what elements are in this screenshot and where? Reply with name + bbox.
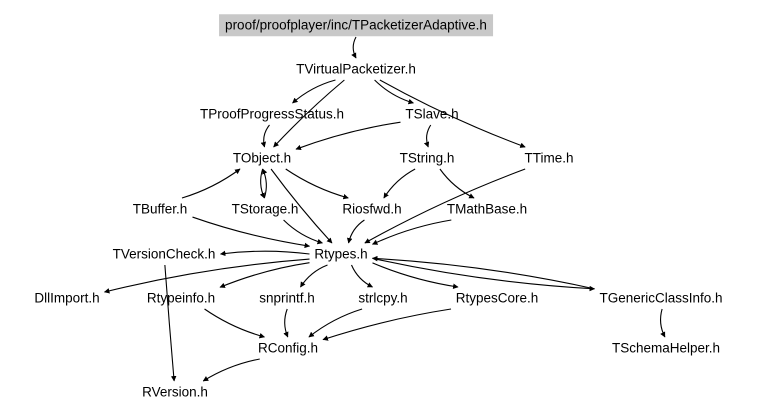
graph-node-label: TProofProgressStatus.h	[199, 106, 345, 122]
graph-node-tversioncheck[interactable]	[109, 244, 220, 264]
graph-node-tstorage[interactable]	[228, 199, 303, 219]
graph-node-label: TMathBase.h	[446, 201, 528, 217]
graph-node-label: proof/proofplayer/inc/TPacketizerAdaptive.h	[225, 17, 487, 33]
graph-edge-tstring-to-tmathbase	[440, 169, 474, 198]
graph-edge-rtypescore-to-rconfig	[323, 309, 451, 340]
graph-edge-rconfig-to-rversion	[203, 359, 260, 381]
graph-node-rversion[interactable]	[138, 382, 212, 402]
graph-edge-rtypes-to-rtypeinfo	[220, 263, 310, 288]
graph-node-dllimport[interactable]	[30, 288, 103, 308]
graph-edge-tgenericclass-to-rtypes	[373, 258, 595, 289]
graph-node-label: TSchemaHelper.h	[611, 340, 721, 356]
graph-node-tproofprogress[interactable]	[196, 104, 348, 124]
graph-node-label: TObject.h	[232, 150, 292, 166]
graph-node-rtypescore[interactable]	[452, 288, 543, 308]
graph-node-label: snprintf.h	[259, 290, 315, 306]
graph-edge-tbuffer-to-rtypes	[193, 217, 310, 246]
graph-node-tgenericclass[interactable]	[595, 288, 726, 308]
graph-edge-rtypes-to-rtypescore	[373, 263, 459, 287]
graph-edge-rtypes-to-tversioncheck	[221, 251, 310, 254]
graph-node-label: RtypesCore.h	[455, 290, 539, 306]
graph-node-label: RVersion.h	[142, 384, 208, 400]
graph-edge-snprintf-to-rconfig	[285, 309, 288, 337]
graph-edge-tslave-to-tstring	[427, 125, 431, 147]
graph-edge-tproofprogress-to-tobject	[264, 125, 270, 147]
graph-node-tmathbase[interactable]	[443, 199, 531, 219]
graph-node-rtypeinfo[interactable]	[143, 288, 219, 308]
graph-edge-rtypes-to-snprintf	[301, 265, 328, 287]
graph-edge-riosfwd-to-rtypes	[349, 220, 365, 243]
graph-node-label: TGenericClassInfo.h	[599, 290, 723, 306]
graph-node-tschemahelper[interactable]	[608, 338, 724, 358]
graph-node-label: Riosfwd.h	[342, 201, 402, 217]
graph-edge-tslave-to-tobject	[296, 122, 401, 149]
graph-node-label: Rtypeinfo.h	[146, 290, 216, 306]
graph-node-label: DllImport.h	[34, 290, 100, 306]
graph-node-strlcpy[interactable]	[354, 288, 411, 308]
graph-node-label: TSlave.h	[405, 106, 459, 122]
graph-node-ttime[interactable]	[520, 148, 577, 168]
graph-node-label: TTime.h	[524, 150, 574, 166]
graph-node-riosfwd[interactable]	[338, 199, 405, 219]
graph-node-tbuffer[interactable]	[129, 199, 192, 219]
graph-edge-tstorage-to-rtypes	[284, 220, 323, 243]
graph-edge-rtypes-to-tgenericclass	[373, 258, 595, 289]
graph-edge-strlcpy-to-rconfig	[309, 309, 362, 337]
graph-node-label: strlcpy.h	[358, 290, 408, 306]
graph-node-snprintf[interactable]	[255, 288, 319, 308]
graph-edge-tvirtualpacketizer-to-tslave	[375, 80, 414, 103]
graph-node-label: TString.h	[399, 150, 455, 166]
graph-node-tslave[interactable]	[401, 104, 462, 124]
graph-node-label: TVersionCheck.h	[112, 246, 216, 262]
graph-edge-rtypes-to-strlcpy	[352, 265, 373, 287]
graph-edge-tversioncheck-to-rversion	[165, 265, 174, 381]
graph-edge-tobject-to-tstorage	[261, 169, 265, 198]
graph-node-root[interactable]	[219, 14, 493, 36]
graph-node-label: TStorage.h	[231, 201, 299, 217]
graph-edge-tstring-to-riosfwd	[384, 169, 415, 198]
graph-node-label: RConfig.h	[257, 340, 319, 356]
graph-node-tobject[interactable]	[229, 148, 295, 168]
graph-edge-rtypeinfo-to-rconfig	[205, 309, 265, 337]
graph-node-rtypes[interactable]	[310, 244, 371, 264]
graph-edge-tbuffer-to-tobject	[182, 169, 240, 198]
graph-edge-tgenericclass-to-tschemahelper	[661, 309, 665, 337]
graph-edge-tstorage-to-tobject	[263, 169, 267, 198]
graph-edge-tmathbase-to-rtypes	[373, 220, 452, 244]
graph-edge-rtypes-to-dllimport	[105, 259, 310, 292]
graph-node-rconfig[interactable]	[254, 338, 322, 358]
graph-node-tstring[interactable]	[396, 148, 459, 168]
graph-node-label: Rtypes.h	[314, 246, 368, 262]
graph-node-label: TBuffer.h	[132, 201, 188, 217]
graph-node-label: TVirtualPacketizer.h	[296, 61, 416, 77]
graph-edge-root-to-tvirtualpacketizer	[353, 37, 356, 58]
graph-edge-tvirtualpacketizer-to-tproofprogress	[293, 80, 336, 103]
graph-node-tvirtualpacketizer[interactable]	[292, 59, 420, 79]
graph-edge-tobject-to-riosfwd	[286, 169, 349, 198]
